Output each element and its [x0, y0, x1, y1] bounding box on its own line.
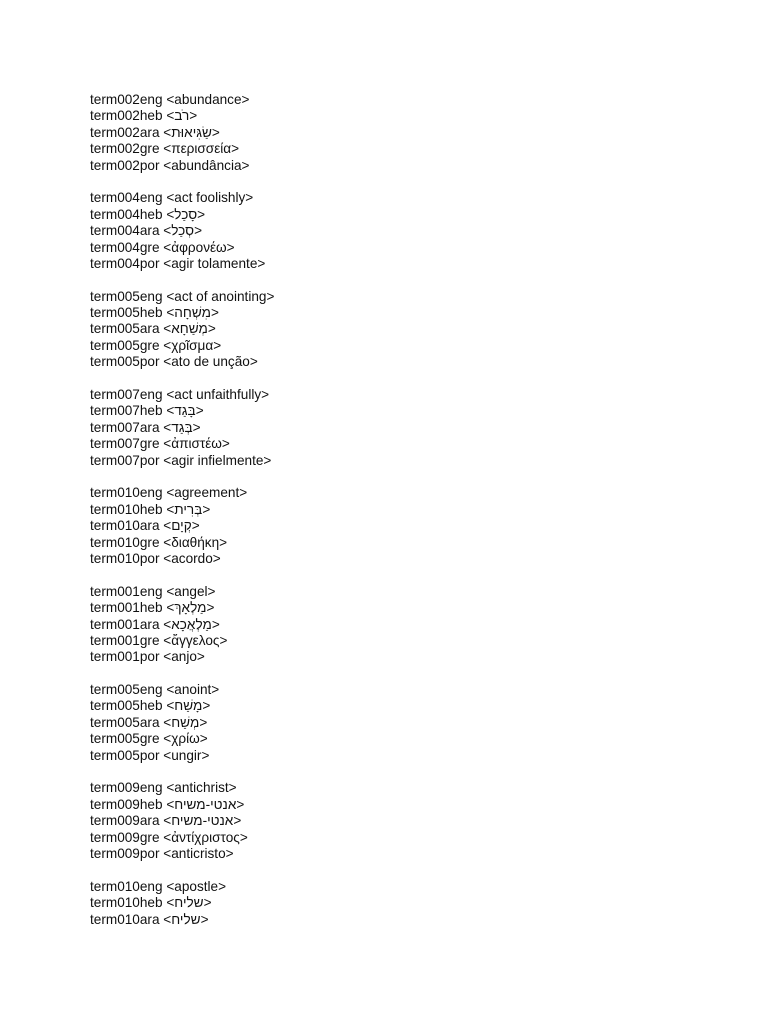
entry-line: term001heb <מַלְאָךְ> — [90, 600, 215, 616]
entry-line: term001ara <מַלְאֲכָא> — [90, 616, 220, 632]
entry-line: term005por <ato de unção> — [90, 354, 258, 370]
entry-line: term005ara <מְשַׁח> — [90, 714, 208, 730]
entry-line: term009por <anticristo> — [90, 845, 234, 861]
entry-line: term005heb <מָשַׁח> — [90, 698, 211, 714]
entry-line: term007heb <בָּגַד> — [90, 403, 204, 419]
entry-group-apostle — [90, 879, 730, 928]
entry-line: term009eng <antichrist> — [90, 780, 237, 796]
entry-line: term002ara <שַׂגִּיאוּת> — [90, 124, 220, 140]
entry-group-abundance — [90, 92, 730, 174]
entry-line: term010ara <קְיָם> — [90, 518, 200, 534]
entry-line: term002por <abundância> — [90, 157, 250, 173]
entry-group-act-foolishly — [90, 190, 730, 272]
entry-line: term004por <agir tolamente> — [90, 255, 266, 271]
entry-line: term002heb <רֹב> — [90, 108, 198, 124]
entry-line: term010ara <שליח> — [90, 911, 209, 927]
entry-group-angel — [90, 584, 730, 666]
entry-line: term009heb <אנטי-משיח> — [90, 796, 245, 812]
entry-line: term007por <agir infielmente> — [90, 452, 272, 468]
entry-line: term001gre <ἄγγελος> — [90, 632, 228, 648]
entry-group-act-of-anointing — [90, 289, 730, 371]
entry-group-antichrist — [90, 780, 730, 862]
entry-line: term002eng <abundance> — [90, 92, 250, 107]
entry-line: term004gre <ἀφρονέω> — [90, 239, 235, 255]
entry-line: term005gre <χρῖσμα> — [90, 337, 222, 353]
entry-group-agreement — [90, 485, 730, 567]
entry-line: term004ara <סְכַל> — [90, 223, 203, 239]
entry-line: term001eng <angel> — [90, 583, 216, 599]
entry-line: term009ara <אנטי-משיח> — [90, 813, 242, 829]
entry-line: term010eng <agreement> — [90, 485, 248, 501]
entry-line: term005por <ungir> — [90, 747, 210, 763]
entry-line: term010heb <שליח> — [90, 895, 212, 911]
entry-line: term005eng <act of anointing> — [90, 288, 275, 304]
entry-group-act-unfaithfully — [90, 387, 730, 469]
entry-line: term005eng <anoint> — [90, 682, 220, 698]
entry-line: term005gre <χρίω> — [90, 731, 208, 747]
entry-line: term005ara <מְשַׁחָא> — [90, 321, 216, 337]
entry-line: term009gre <ἀντίχριστος> — [90, 829, 248, 845]
entry-line: term007ara <בְּגַד> — [90, 419, 201, 435]
entry-line: term002gre <περισσεία> — [90, 141, 240, 157]
entry-line: term010eng <apostle> — [90, 878, 227, 894]
entry-line: term004eng <act foolishly> — [90, 190, 254, 206]
entry-line: term001por <anjo> — [90, 649, 205, 665]
entry-line: term007gre <ἀπιστέω> — [90, 436, 230, 452]
entry-line: term007eng <act unfaithfully> — [90, 387, 270, 403]
entry-line: term010heb <בְּרִית> — [90, 501, 211, 517]
entry-line: term004heb <סָכַל> — [90, 206, 206, 222]
entry-line: term010gre <διαθήκη> — [90, 534, 228, 550]
entry-line: term005heb <מִשְׁחָה> — [90, 305, 219, 321]
document-page — [90, 92, 730, 944]
entry-line: term010por <acordo> — [90, 550, 221, 566]
entry-group-anoint — [90, 682, 730, 764]
